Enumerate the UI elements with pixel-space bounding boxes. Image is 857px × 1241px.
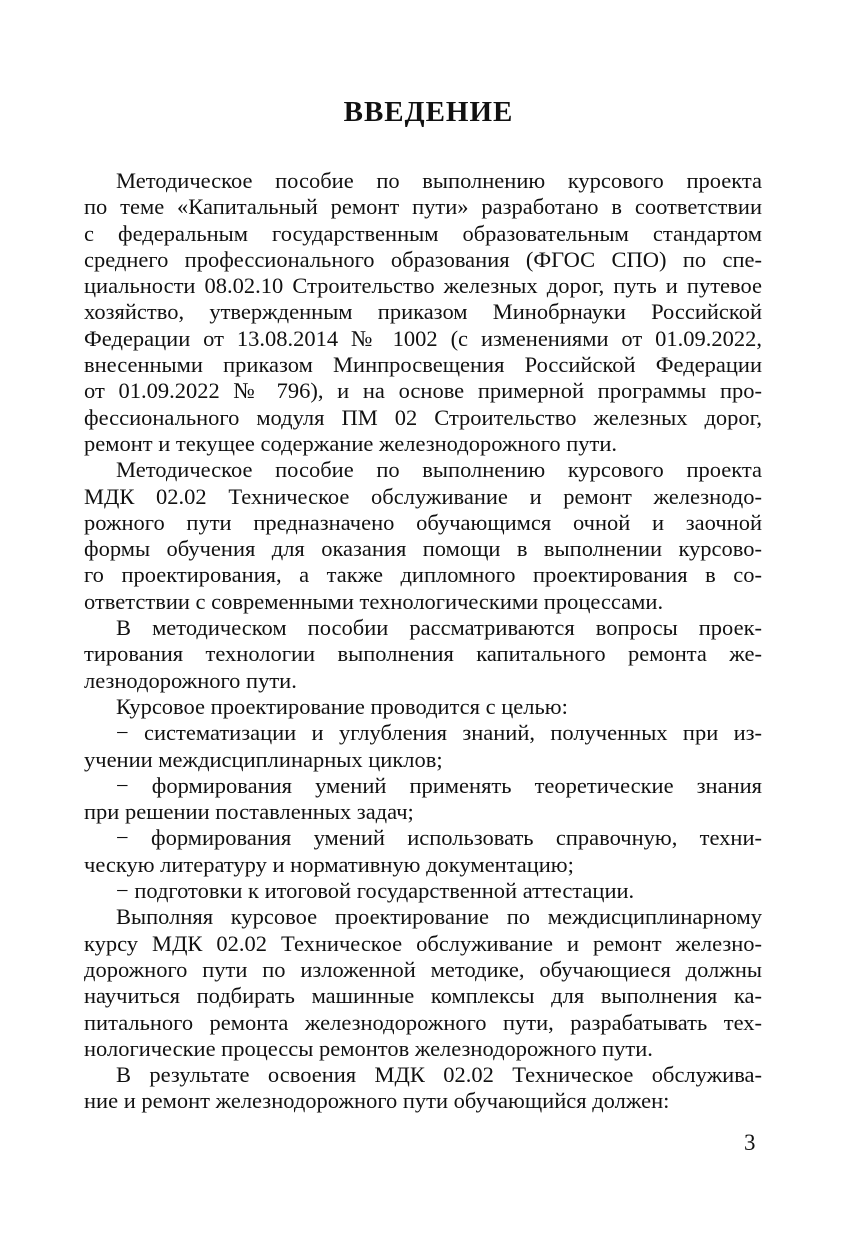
text-line: В методическом пособии рассматриваются вопросы проек- <box>116 615 762 641</box>
text-line: Выполняя курсовое проектирование по междисциплинарному <box>116 904 762 930</box>
text-line: − формирования умений использовать справочную, техни- <box>116 825 762 851</box>
body-text <box>84 168 762 1115</box>
text-line: среднего профессионального образования (ФГОС СПО) по спе- <box>84 246 762 272</box>
text-line: фессионального модуля ПМ 02 Строительство железных дорог, <box>84 404 762 430</box>
page-title: ВВЕДЕНИЕ <box>343 96 514 128</box>
text-line: дорожного пути по изложенной методике, обучающиеся должны <box>84 956 762 982</box>
text-line: МДК 02.02 Техническое обслуживание и ремонт железнодо- <box>84 483 762 509</box>
text-line: рожного пути предназначено обучающимся очной и заочной <box>84 509 762 535</box>
text-line: циальности 08.02.10 Строительство железных дорог, путь и путевое <box>84 273 762 299</box>
text-line: ние и ремонт железнодорожного пути обучающийся должен: <box>84 1088 670 1114</box>
text-line: при решении поставленных задач; <box>84 799 414 825</box>
text-line: научиться подбирать машинные комплексы для выполнения ка- <box>84 983 762 1009</box>
text-line: лезнодорожного пути. <box>84 667 297 693</box>
text-line: хозяйство, утвержденным приказом Минобрнауки Российской <box>84 299 762 325</box>
text-line: ответствии с современными технологическими процессами. <box>84 588 664 614</box>
text-line: Методическое пособие по выполнению курсового проекта <box>116 168 762 193</box>
text-line: го проектирования, а также дипломного проектирования в со- <box>84 562 762 588</box>
text-line: ремонт и текущее содержание железнодорожного пути. <box>84 430 618 456</box>
text-line: Федерации от 13.08.2014 № 1002 (с изменениями от 01.09.2022, <box>84 325 762 351</box>
text-line: нологические процессы ремонтов железнодорожного пути. <box>84 1035 653 1061</box>
text-line: по теме «Капитальный ремонт пути» разработано в соответствии <box>84 194 762 220</box>
text-line: с федеральным государственным образовательным стандартом <box>84 220 762 246</box>
page-number: 3 <box>744 1130 756 1155</box>
text-line: учении междисциплинарных циклов; <box>84 746 443 772</box>
text-line: тирования технологии выполнения капитального ремонта же- <box>84 641 762 667</box>
text-line: ческую литературу и нормативную документацию; <box>84 851 574 877</box>
text-line: питального ремонта железнодорожного пути, разрабатывать тех- <box>84 1009 762 1035</box>
text-line: − формирования умений применять теоретические знания <box>116 772 762 798</box>
text-line: внесенными приказом Минпросвещения Российской Федерации <box>84 352 762 378</box>
text-line: В результате освоения МДК 02.02 Техническое обслужива- <box>116 1062 762 1088</box>
text-line: от 01.09.2022 № 796), и на основе примерной программы про- <box>84 378 762 404</box>
text-line: − подготовки к итоговой государственной аттестации. <box>116 878 635 904</box>
text-line: − систематизации и углубления знаний, полученных при из- <box>116 720 762 746</box>
text-line: формы обучения для оказания помощи в выполнении курсово- <box>84 536 762 562</box>
text-line: курсу МДК 02.02 Техническое обслуживание и ремонт железно- <box>84 930 762 956</box>
text-line: Курсовое проектирование проводится с целью: <box>116 693 568 719</box>
text-line: Методическое пособие по выполнению курсового проекта <box>116 457 762 483</box>
